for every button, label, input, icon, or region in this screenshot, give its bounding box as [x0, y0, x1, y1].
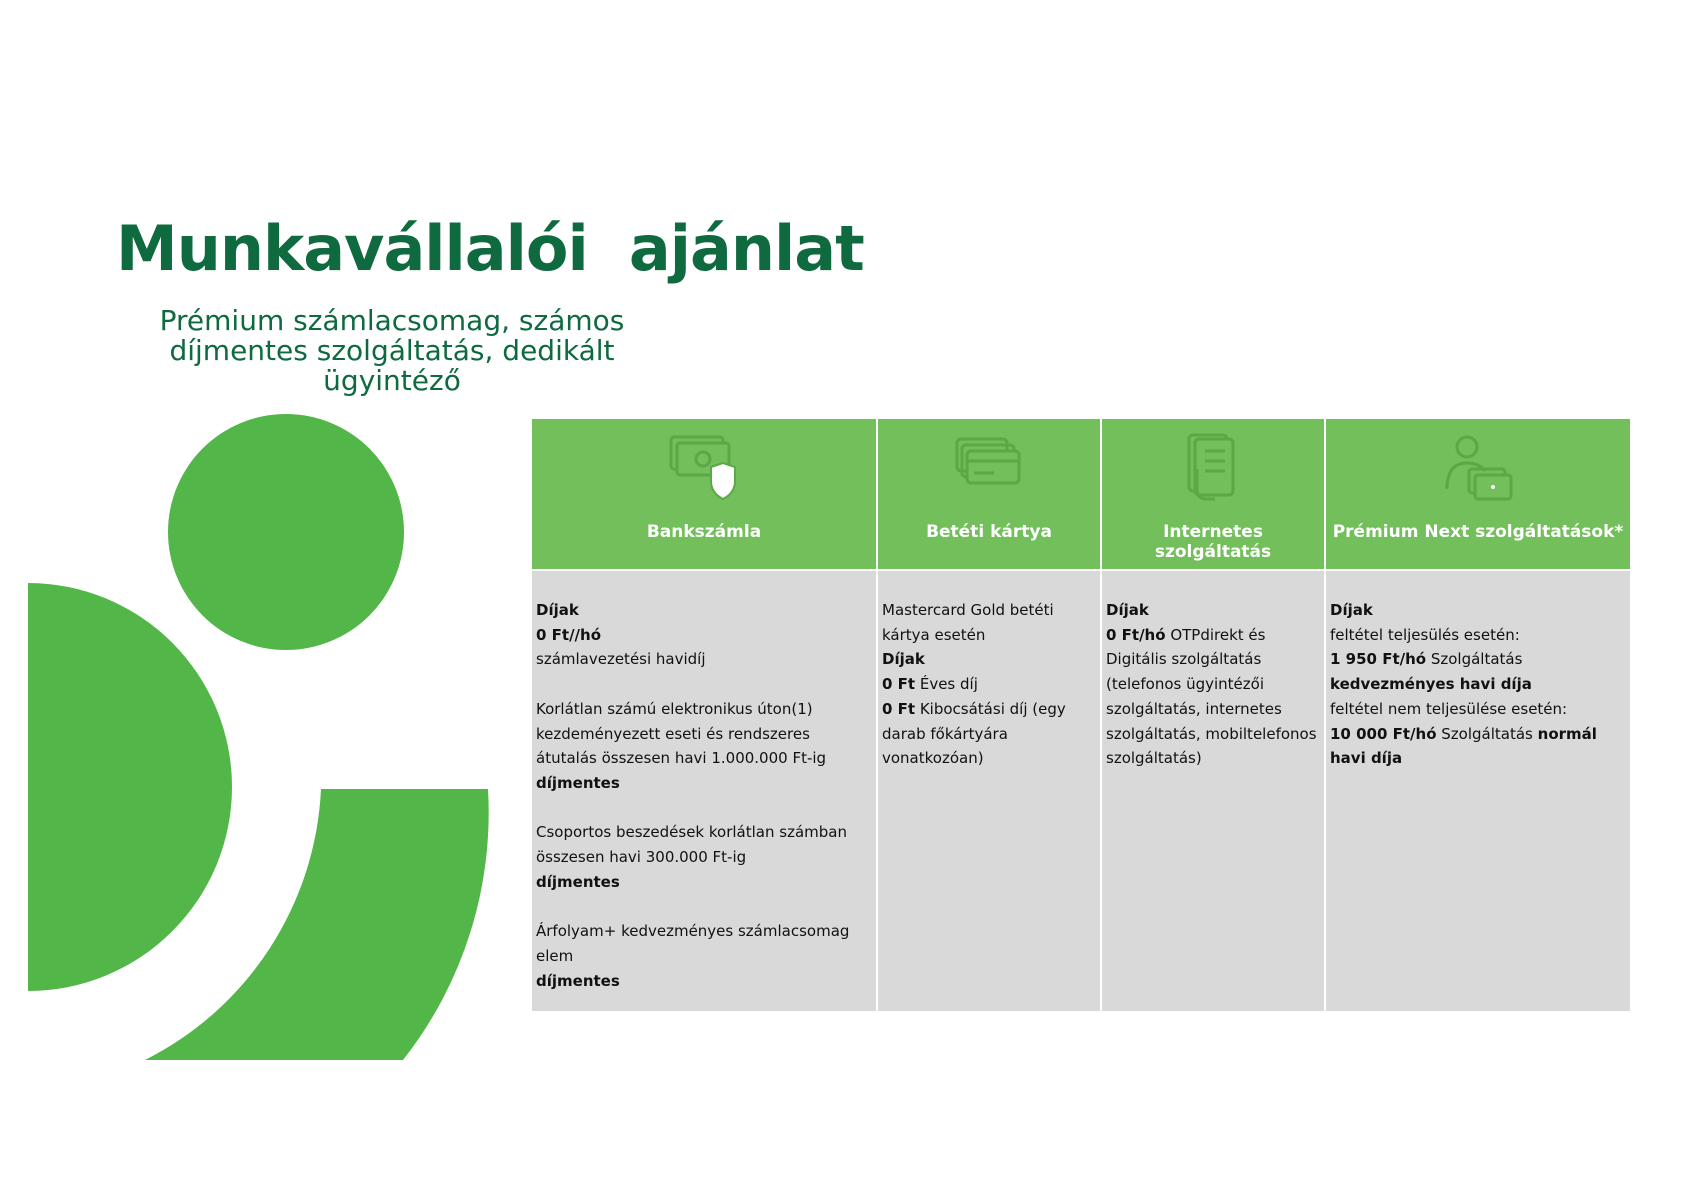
- offer-table: [532, 419, 1630, 1011]
- normal-price: 10 000 Ft/hó: [1330, 724, 1437, 743]
- cell-beteti-kartya: [878, 571, 1100, 1011]
- fees-heading: Díjak: [882, 650, 925, 669]
- group-collection-free: díjmentes: [536, 872, 620, 891]
- fees-heading: Díjak: [536, 601, 579, 619]
- account-fee: 0 Ft//hó: [536, 625, 602, 644]
- column-beteti-kartya: [876, 419, 1100, 1011]
- fees-heading: Díjak: [1106, 601, 1149, 619]
- annual-fee-amount: 0 Ft: [882, 675, 916, 694]
- discount-price-label: kedvezményes havi díja: [1330, 675, 1532, 694]
- header-bankszamla: [532, 419, 876, 571]
- column-internetes: [1100, 419, 1324, 1011]
- cash-shield-icon: [669, 433, 739, 503]
- page-title: Munkavállalói ajánlat: [116, 212, 864, 285]
- cell-premium-next: [1326, 571, 1630, 1011]
- header-internetes: [1102, 419, 1324, 571]
- transfer-free: díjmentes: [536, 773, 620, 792]
- internet-fee-amount: 0 Ft/hó: [1106, 625, 1166, 644]
- brand-logo: [0, 400, 500, 1070]
- internet-fee-desc: OTPdirekt és Digitális szolgáltatás (telefonos ügyintézői szolgáltatás, internetes szolgáltatás, mobiltelefonos szolgáltatás): [1106, 625, 1317, 768]
- issue-fee-label: Kibocsátási díj (egy darab főkártyára vonatkozóan): [882, 699, 1066, 768]
- condition-not-met: feltétel nem teljesülése esetén:: [1330, 699, 1568, 718]
- tap-phone-icon: [1183, 433, 1243, 503]
- card-intro: Mastercard Gold betéti kártya esetén: [882, 601, 1054, 644]
- fx-free: díjmentes: [536, 971, 620, 990]
- header-label: Betéti kártya: [926, 522, 1052, 542]
- header-label: Prémium Next szolgáltatások*: [1332, 522, 1624, 542]
- header-label: Bankszámla: [646, 522, 762, 542]
- header-label: Internetes szolgáltatás: [1154, 522, 1272, 562]
- logo-circle: [168, 414, 404, 650]
- fx-text: Árfolyam+ kedvezményes számlacsomag elem: [536, 922, 850, 965]
- condition-met: feltétel teljesülés esetén:: [1330, 625, 1520, 644]
- logo-half-circle: [0, 583, 232, 991]
- header-premium-next: [1326, 419, 1630, 571]
- column-premium-next: [1324, 419, 1630, 1011]
- account-fee-desc: számlavezetési havidíj: [536, 650, 706, 669]
- column-bankszamla: [532, 419, 876, 1011]
- person-card-icon: [1443, 433, 1513, 503]
- normal-price-text: Szolgáltatás: [1436, 724, 1538, 743]
- cell-internetes: [1102, 571, 1324, 1011]
- discount-price-text: Szolgáltatás: [1426, 650, 1523, 669]
- page-subtitle: Prémium számlacsomag, számos díjmentes szolgáltatás, dedikált ügyintéző: [159, 304, 625, 397]
- discount-price: 1 950 Ft/hó: [1330, 650, 1427, 669]
- normal-price-label: normál havi díja: [1330, 724, 1597, 768]
- issue-fee-amount: 0 Ft: [882, 699, 916, 718]
- header-beteti-kartya: [878, 419, 1100, 571]
- annual-fee-label: Éves díj: [915, 675, 978, 694]
- transfer-text: Korlátlan számú elektronikus úton(1) kezdeményezett eseti és rendszeres átutalás összesen havi 1.000.000 Ft-ig: [536, 699, 827, 768]
- cell-bankszamla: [532, 571, 876, 1011]
- fees-heading: Díjak: [1330, 601, 1373, 619]
- group-collection-text: Csoportos beszedések korlátlan számban összesen havi 300.000 Ft-ig: [536, 823, 847, 866]
- cards-icon: [954, 433, 1024, 493]
